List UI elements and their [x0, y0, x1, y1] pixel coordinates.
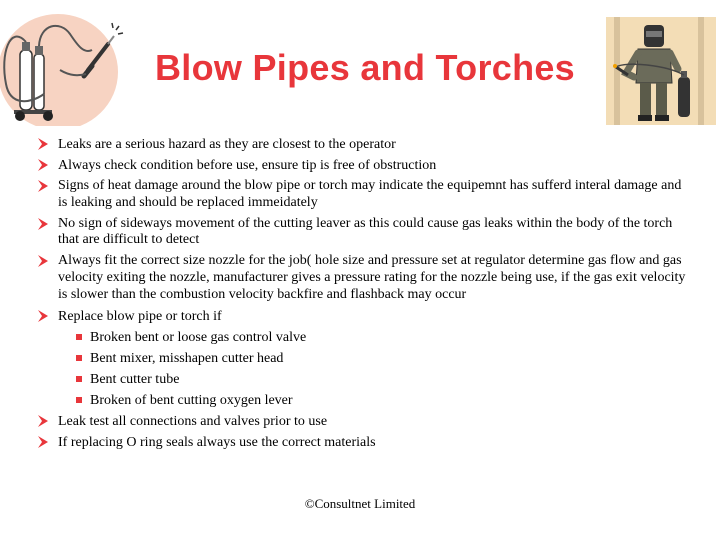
square-bullet-icon	[76, 376, 82, 382]
arrow-bullet-icon	[36, 179, 50, 193]
list-item: Always check condition before use, ensure tip is free of obstruction	[36, 157, 692, 174]
square-bullet-icon	[76, 355, 82, 361]
sub-list-item: Bent cutter tube	[36, 371, 692, 388]
welder-with-torch-icon	[606, 17, 716, 125]
arrow-bullet-icon	[36, 137, 50, 151]
page-title: Blow Pipes and Torches	[154, 47, 576, 88]
list-item: Always fit the correct size nozzle for the job( hole size and pressure set at regulator determine gas flow and gas velocity exiting the nozzle, manufacturer gives a pressure rating for the nozzle being use, if the gas exit velocity is slower than the combustion velocity backfire and flashback may occur	[36, 253, 692, 303]
list-item: Signs of heat damage around the blow pipe or torch may indicate the equipemnt has sufferd interal damage and is leaking and should be replaced immeidately	[36, 178, 692, 212]
arrow-bullet-icon	[36, 217, 50, 231]
list-item: No sign of sideways movement of the cutting leaver as this could cause gas leaks within the body of the torch that are difficult to detect	[36, 216, 692, 250]
list-item: If replacing O ring seals always use the correct materials	[36, 434, 692, 451]
sub-list-item: Bent mixer, misshapen cutter head	[36, 350, 692, 367]
arrow-bullet-icon	[36, 254, 50, 268]
square-bullet-icon	[76, 334, 82, 340]
sub-list-item: Broken of bent cutting oxygen lever	[36, 392, 692, 409]
list-item: Replace blow pipe or torch if	[36, 308, 692, 325]
gas-cylinder-welding-torch-icon	[0, 14, 126, 126]
bullet-list	[36, 136, 692, 455]
list-item: Leak test all connections and valves prior to use	[36, 413, 692, 430]
arrow-bullet-icon	[36, 309, 50, 323]
arrow-bullet-icon	[36, 414, 50, 428]
square-bullet-icon	[76, 397, 82, 403]
footer-copyright: ©Consultnet Limited	[304, 496, 416, 511]
arrow-bullet-icon	[36, 435, 50, 449]
sub-list-item: Broken bent or loose gas control valve	[36, 329, 692, 346]
list-item: Leaks are a serious hazard as they are closest to the operator	[36, 136, 692, 153]
arrow-bullet-icon	[36, 158, 50, 172]
